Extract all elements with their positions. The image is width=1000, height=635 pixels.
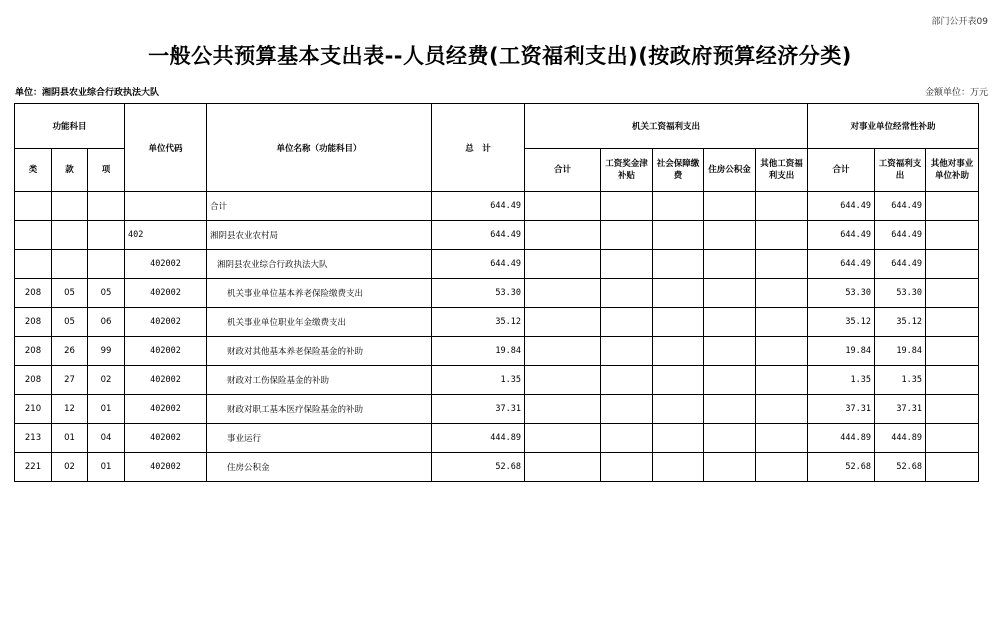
page-title: 一般公共预算基本支出表--人员经费(工资福利支出)(按政府预算经济分类) xyxy=(148,44,852,68)
cell-xiang: 06 xyxy=(88,308,125,337)
cell-org-total xyxy=(525,424,601,453)
cell-kuan: 02 xyxy=(52,453,88,482)
cell-sub-total: 644.49 xyxy=(808,221,875,250)
cell-total: 37.31 xyxy=(432,395,525,424)
table-row xyxy=(15,337,979,366)
cell-org-social xyxy=(653,424,704,453)
cell-lei: 208 xyxy=(15,366,52,395)
cell-kuan: 05 xyxy=(52,308,88,337)
cell-org-other xyxy=(756,395,808,424)
cell-org-housing xyxy=(704,453,756,482)
cell-unit-name: 财政对职工基本医疗保险基金的补助 xyxy=(207,395,432,424)
cell-lei: 210 xyxy=(15,395,52,424)
cell-org-social xyxy=(653,395,704,424)
table-row xyxy=(15,366,979,395)
header-org-total: 合计 xyxy=(525,149,601,192)
cell-org-total xyxy=(525,395,601,424)
cell-sub-wage: 644.49 xyxy=(875,221,926,250)
table-row xyxy=(15,395,979,424)
cell-sub-wage: 19.84 xyxy=(875,337,926,366)
cell-sub-total: 1.35 xyxy=(808,366,875,395)
cell-unit-code xyxy=(125,192,207,221)
cell-org-total xyxy=(525,192,601,221)
cell-lei: 213 xyxy=(15,424,52,453)
cell-sub-total: 644.49 xyxy=(808,192,875,221)
cell-org-total xyxy=(525,250,601,279)
cell-unit-name: 财政对其他基本养老保险基金的补助 xyxy=(207,337,432,366)
header-func-subject: 功能科目 xyxy=(15,104,125,149)
cell-org-housing xyxy=(704,308,756,337)
cell-total: 19.84 xyxy=(432,337,525,366)
cell-org-total xyxy=(525,308,601,337)
cell-org-total xyxy=(525,366,601,395)
cell-xiang: 02 xyxy=(88,366,125,395)
cell-xiang: 01 xyxy=(88,453,125,482)
cell-kuan: 27 xyxy=(52,366,88,395)
cell-lei: 221 xyxy=(15,453,52,482)
cell-total: 1.35 xyxy=(432,366,525,395)
cell-unit-name: 财政对工伤保险基金的补助 xyxy=(207,366,432,395)
cell-unit-code: 402002 xyxy=(125,250,207,279)
cell-org-housing xyxy=(704,395,756,424)
cell-kuan: 01 xyxy=(52,424,88,453)
cell-sub-wage: 52.68 xyxy=(875,453,926,482)
cell-unit-code: 402002 xyxy=(125,366,207,395)
table-row xyxy=(15,221,979,250)
cell-sub-other xyxy=(926,453,979,482)
cell-org-housing xyxy=(704,279,756,308)
form-number: 部门公开表09 xyxy=(931,17,988,27)
cell-sub-other xyxy=(926,337,979,366)
cell-unit-name: 住房公积金 xyxy=(207,453,432,482)
table-row xyxy=(15,424,979,453)
header-kuan: 款 xyxy=(52,149,88,192)
header-row-1 xyxy=(15,104,979,149)
cell-org-bonus xyxy=(601,453,653,482)
cell-xiang: 05 xyxy=(88,279,125,308)
cell-kuan xyxy=(52,192,88,221)
cell-org-social xyxy=(653,221,704,250)
cell-org-other xyxy=(756,337,808,366)
cell-org-other xyxy=(756,424,808,453)
cell-kuan xyxy=(52,221,88,250)
header-org-group: 机关工资福利支出 xyxy=(525,104,808,149)
header-org-other: 其他工资福利支出 xyxy=(756,149,808,192)
cell-unit-code: 402002 xyxy=(125,395,207,424)
header-org-social: 社会保障缴费 xyxy=(653,149,704,192)
cell-unit-code: 402002 xyxy=(125,424,207,453)
budget-table xyxy=(14,103,979,482)
cell-sub-total: 53.30 xyxy=(808,279,875,308)
cell-sub-total: 35.12 xyxy=(808,308,875,337)
cell-kuan: 26 xyxy=(52,337,88,366)
cell-xiang: 99 xyxy=(88,337,125,366)
cell-org-housing xyxy=(704,366,756,395)
table-row xyxy=(15,250,979,279)
header-total: 总 计 xyxy=(432,104,525,192)
cell-sub-other xyxy=(926,221,979,250)
cell-sub-wage: 53.30 xyxy=(875,279,926,308)
cell-org-total xyxy=(525,453,601,482)
cell-sub-wage: 644.49 xyxy=(875,250,926,279)
header-xiang: 项 xyxy=(88,149,125,192)
cell-org-housing xyxy=(704,424,756,453)
cell-sub-other xyxy=(926,424,979,453)
cell-org-social xyxy=(653,337,704,366)
cell-org-bonus xyxy=(601,308,653,337)
cell-org-housing xyxy=(704,250,756,279)
cell-lei xyxy=(15,221,52,250)
cell-org-housing xyxy=(704,192,756,221)
cell-sub-other xyxy=(926,366,979,395)
cell-org-bonus xyxy=(601,424,653,453)
cell-org-social xyxy=(653,250,704,279)
cell-xiang xyxy=(88,250,125,279)
cell-total: 444.89 xyxy=(432,424,525,453)
cell-kuan: 12 xyxy=(52,395,88,424)
header-sub-group: 对事业单位经常性补助 xyxy=(808,104,979,149)
cell-unit-code: 402002 xyxy=(125,337,207,366)
cell-total: 644.49 xyxy=(432,250,525,279)
cell-sub-total: 444.89 xyxy=(808,424,875,453)
cell-lei: 208 xyxy=(15,308,52,337)
header-lei: 类 xyxy=(15,149,52,192)
table-row xyxy=(15,279,979,308)
cell-sub-other xyxy=(926,250,979,279)
cell-kuan: 05 xyxy=(52,279,88,308)
cell-org-bonus xyxy=(601,250,653,279)
cell-xiang: 01 xyxy=(88,395,125,424)
header-org-housing: 住房公积金 xyxy=(704,149,756,192)
cell-org-housing xyxy=(704,337,756,366)
cell-lei xyxy=(15,250,52,279)
cell-org-housing xyxy=(704,221,756,250)
table-row xyxy=(15,308,979,337)
cell-org-social xyxy=(653,192,704,221)
header-sub-other: 其他对事业单位补助 xyxy=(926,149,979,192)
cell-org-social xyxy=(653,308,704,337)
cell-unit-name: 湘阴县农业农村局 xyxy=(207,221,432,250)
table-row xyxy=(15,192,979,221)
cell-org-bonus xyxy=(601,395,653,424)
cell-org-bonus xyxy=(601,192,653,221)
cell-unit-code: 402002 xyxy=(125,308,207,337)
cell-unit-code: 402002 xyxy=(125,453,207,482)
cell-org-social xyxy=(653,279,704,308)
cell-sub-total: 644.49 xyxy=(808,250,875,279)
cell-unit-code: 402002 xyxy=(125,279,207,308)
cell-org-other xyxy=(756,366,808,395)
cell-unit-name: 机关事业单位基本养老保险缴费支出 xyxy=(207,279,432,308)
unit-label: 单位：湘阴县农业综合行政执法大队 xyxy=(15,88,160,98)
cell-kuan xyxy=(52,250,88,279)
cell-unit-name: 湘阴县农业综合行政执法大队 xyxy=(207,250,432,279)
header-sub-total: 合计 xyxy=(808,149,875,192)
header-org-bonus: 工资奖金津补贴 xyxy=(601,149,653,192)
cell-lei xyxy=(15,192,52,221)
cell-org-other xyxy=(756,250,808,279)
header-unit-name: 单位名称（功能科目） xyxy=(207,104,432,192)
cell-total: 52.68 xyxy=(432,453,525,482)
cell-total: 53.30 xyxy=(432,279,525,308)
cell-xiang: 04 xyxy=(88,424,125,453)
cell-org-total xyxy=(525,279,601,308)
cell-lei: 208 xyxy=(15,279,52,308)
cell-sub-total: 52.68 xyxy=(808,453,875,482)
cell-org-other xyxy=(756,308,808,337)
cell-sub-wage: 444.89 xyxy=(875,424,926,453)
cell-org-other xyxy=(756,192,808,221)
header-sub-wage: 工资福利支出 xyxy=(875,149,926,192)
cell-org-total xyxy=(525,337,601,366)
cell-sub-total: 37.31 xyxy=(808,395,875,424)
cell-xiang xyxy=(88,192,125,221)
cell-org-bonus xyxy=(601,221,653,250)
header-unit-code: 单位代码 xyxy=(125,104,207,192)
cell-sub-other xyxy=(926,279,979,308)
cell-lei: 208 xyxy=(15,337,52,366)
cell-sub-wage: 37.31 xyxy=(875,395,926,424)
cell-sub-wage: 35.12 xyxy=(875,308,926,337)
cell-sub-other xyxy=(926,308,979,337)
cell-org-total xyxy=(525,221,601,250)
cell-org-social xyxy=(653,366,704,395)
cell-unit-name: 事业运行 xyxy=(207,424,432,453)
cell-sub-wage: 1.35 xyxy=(875,366,926,395)
table-row xyxy=(15,453,979,482)
cell-org-other xyxy=(756,221,808,250)
cell-sub-other xyxy=(926,395,979,424)
cell-org-other xyxy=(756,453,808,482)
cell-total: 644.49 xyxy=(432,192,525,221)
cell-total: 644.49 xyxy=(432,221,525,250)
cell-xiang xyxy=(88,221,125,250)
cell-unit-name: 合计 xyxy=(207,192,432,221)
cell-unit-code: 402 xyxy=(125,221,207,250)
cell-sub-total: 19.84 xyxy=(808,337,875,366)
cell-unit-name: 机关事业单位职业年金缴费支出 xyxy=(207,308,432,337)
cell-org-social xyxy=(653,453,704,482)
cell-org-bonus xyxy=(601,279,653,308)
cell-org-other xyxy=(756,279,808,308)
cell-sub-wage: 644.49 xyxy=(875,192,926,221)
cell-sub-other xyxy=(926,192,979,221)
cell-org-bonus xyxy=(601,366,653,395)
cell-org-bonus xyxy=(601,337,653,366)
amount-unit-label: 金额单位：万元 xyxy=(924,88,988,98)
cell-total: 35.12 xyxy=(432,308,525,337)
